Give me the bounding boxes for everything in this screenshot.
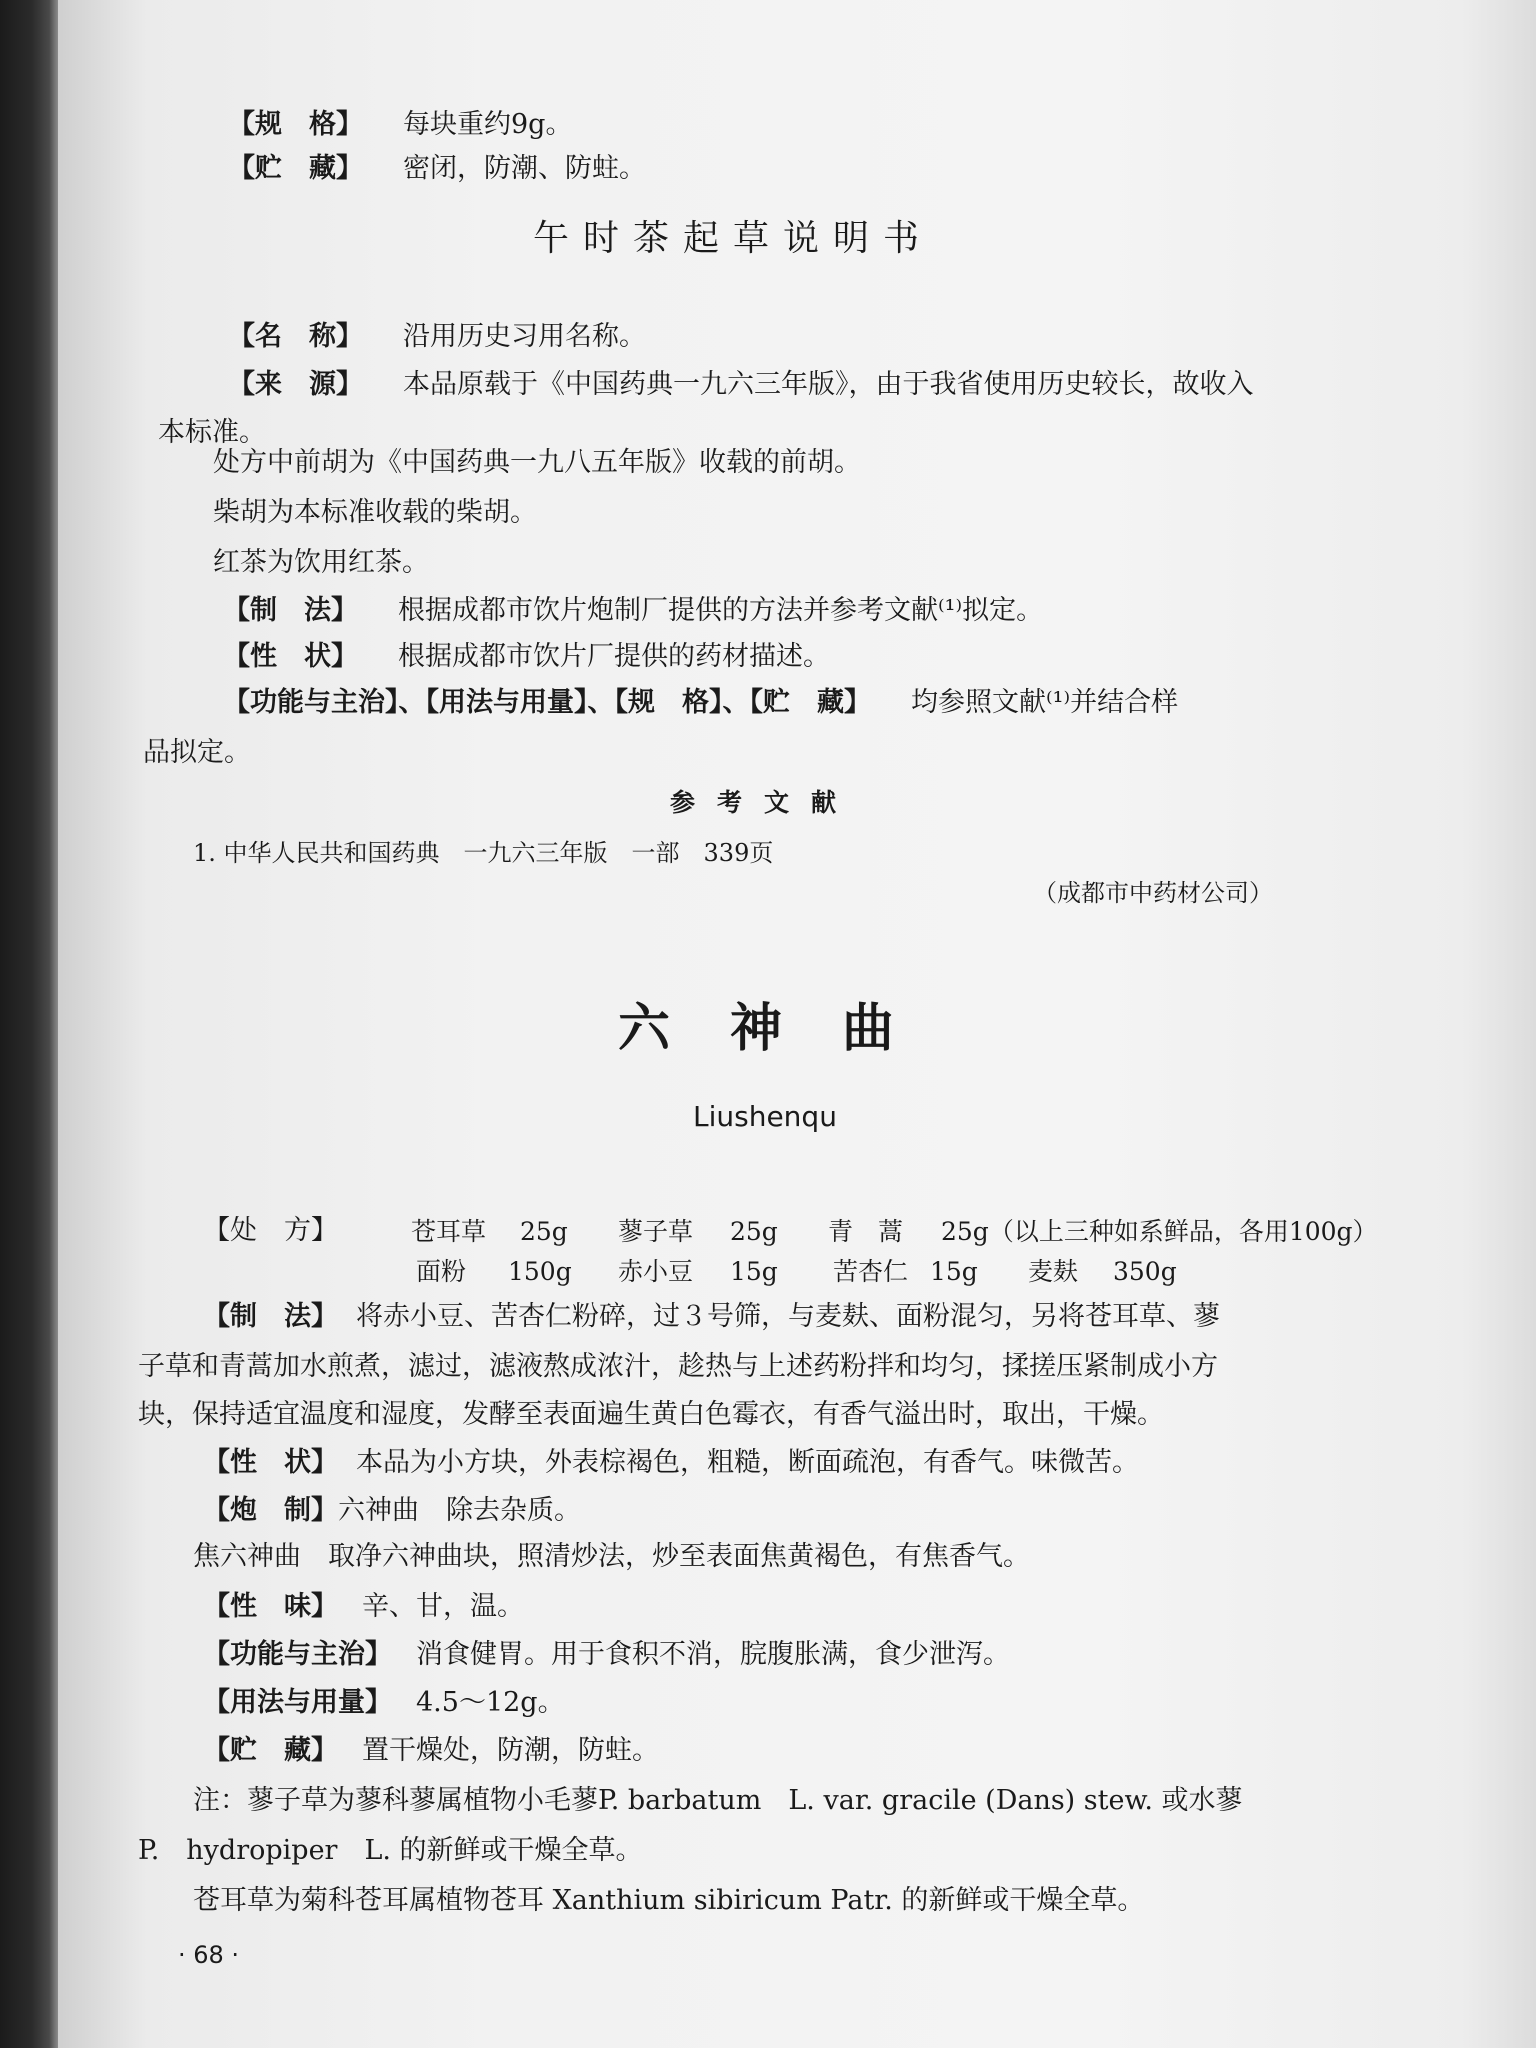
processing-line2: 焦六神曲 取净六神曲块，照清炒法，炒至表面焦黄褐色，有焦香气。 [193,1541,1030,1572]
storage-label-2: 【贮 藏】 [203,1735,338,1766]
taste-text: 辛、甘，温。 [362,1591,524,1622]
process-method-line3: 块，保持适宜温度和湿度，发酵至表面遍生黄白色霉衣，有香气溢出时，取出，干燥。 [138,1399,1164,1430]
note-line3: 苍耳草为菊科苍耳属植物苍耳 Xanthium sibiricum Patr. 的新鲜或干燥全草。 [193,1885,1145,1916]
function-label: 【功能与主治】 [203,1639,392,1670]
combined-row [223,686,1178,720]
ingredient-name: 麦麸 [1028,1257,1079,1286]
processing-label: 【炮 制】 [203,1495,338,1526]
ingredient-amount: 15g [930,1257,978,1286]
ingredient-amount: 350g [1113,1257,1177,1286]
trait-text: 根据成都市饮片厂提供的药材描述。 [398,641,830,672]
processing-text: 六神曲 除去杂质。 [338,1495,581,1526]
usage-text: 4.5～12g。 [416,1687,565,1718]
book-spine-shadow [0,0,58,2048]
book-page [58,0,1536,2048]
spec-label: 【规 格】 [228,109,363,140]
method-label: 【制 法】 [223,595,358,626]
source-text: 本品原载于《中国药典一九六三年版》，由于我省使用历史较长，故收入 [403,369,1254,400]
trait-row [223,640,830,674]
combined-text: 均参照文献⁽¹⁾并结合样 [911,687,1179,718]
source-row [228,368,1254,402]
note-line2: P. hydropiper L. 的新鲜或干燥全草。 [138,1835,643,1866]
combined-labels: 【功能与主治】、【用法与用量】、【规 格】、【贮 藏】 [223,687,871,718]
combined-continuation: 品拟定。 [143,737,251,768]
ingredient-amount: 15g [730,1257,778,1286]
ingredient-name: 赤小豆 [618,1257,694,1286]
ingredient-amount: 25g [520,1217,568,1246]
taste-row [203,1590,524,1624]
ingredient-name: 蓼子草 [618,1217,694,1246]
function-text: 消食健胃。用于食积不消，脘腹胀满，食少泄泻。 [416,1639,1010,1670]
trait-label: 【性 状】 [223,641,358,672]
taste-label: 【性 味】 [203,1591,338,1622]
character-row [203,1446,1139,1480]
usage-label: 【用法与用量】 [203,1687,392,1718]
method-text: 根据成都市饮片炮制厂提供的方法并参考文献⁽¹⁾拟定。 [398,595,1044,626]
process-method-line2: 子草和青蒿加水煎煮，滤过，滤液熬成浓汁，趁热与上述药粉拌和均匀，揉搓压紧制成小方 [138,1351,1218,1382]
process-method-label: 【制 法】 [203,1301,338,1332]
function-row [203,1638,1010,1672]
prescription-label: 【处 方】 [203,1215,338,1246]
character-text: 本品为小方块，外表棕褐色，粗糙，断面疏泡，有香气。味微苦。 [356,1447,1139,1478]
storage-text-2: 置干燥处，防潮，防蛀。 [362,1735,659,1766]
ingredient-name: 面粉 [416,1257,467,1286]
reference-organization: （成都市中药材公司） [1033,879,1273,907]
process-method-text: 将赤小豆、苦杏仁粉碎，过３号筛，与麦麸、面粉混匀，另将苍耳草、蓼 [356,1301,1220,1332]
page-number: · 68 · [178,1941,240,1969]
storage-text: 密闭，防潮、防蛀。 [403,153,646,184]
spec-text: 每块重约9g。 [403,109,573,140]
ingredient-name: 苦杏仁 [833,1257,909,1286]
ingredient-amount: 25g [730,1217,778,1246]
ingredient-amount: 150g [508,1257,572,1286]
storage-row [228,152,646,186]
paragraph-hongcha: 红茶为饮用红茶。 [213,547,429,578]
name-label: 【名 称】 [228,321,363,352]
process-method-row [203,1300,1220,1334]
name-row [228,320,646,354]
character-label: 【性 状】 [203,1447,338,1478]
processing-row [203,1494,581,1528]
note-line1: 注：蓼子草为蓼科蓼属植物小毛蓼P. barbatum L. var. gracile (Dans) stew. 或水蓼 [193,1785,1243,1816]
explanation-title: 午时茶起草说明书 [533,218,934,259]
ingredient-name: 青 蒿 [828,1217,904,1246]
paragraph-qianhu: 处方中前胡为《中国药典一九八五年版》收载的前胡。 [213,447,861,478]
usage-row [203,1686,565,1720]
reference-item: 1. 中华人民共和国药典 一九六三年版 一部 339页 [193,839,774,867]
name-text: 沿用历史习用名称。 [403,321,646,352]
storage-label: 【贮 藏】 [228,153,363,184]
references-heading: 参考文献 [670,788,859,817]
paragraph-chaihu: 柴胡为本标准收载的柴胡。 [213,497,537,528]
monograph-pinyin: Liushenqu [693,1100,837,1133]
source-label: 【来 源】 [228,369,363,400]
spec-row [228,108,572,142]
method-row [223,594,1043,628]
ingredient-name: 苍耳草 [411,1217,487,1246]
storage-row-2 [203,1734,659,1768]
ingredient-amount: 25g（以上三种如系鲜品，各用100g） [941,1217,1378,1246]
source-continuation: 本标准。 [158,417,266,448]
monograph-title: 六神曲 [618,999,955,1059]
